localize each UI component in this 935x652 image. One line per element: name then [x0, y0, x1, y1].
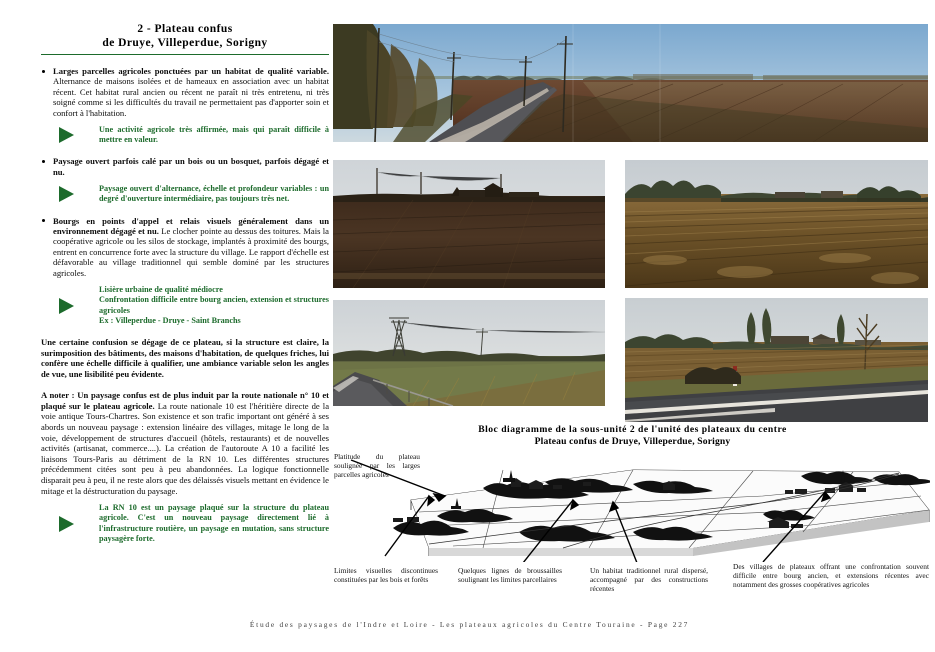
list-item [41, 66, 329, 118]
triangle-bullet-icon [59, 516, 74, 532]
bullet-lead: Larges parcelles agricoles ponctuées par un habitat de qualité variable. [53, 66, 329, 76]
caption-villages-plateaux: Des villages de plateaux offrant une confrontation souvent difficile entre bourg ancien, et extensions récentes avec notamment des grosses coopératives agricoles [733, 562, 929, 590]
panorama-photo-image [333, 24, 928, 142]
green-note-final [41, 503, 329, 544]
panorama-photo [333, 24, 928, 142]
photo-field-village-image [333, 160, 605, 288]
paragraph-a-noter-body: La route nationale 10 est l'héritière directe de la voie antique Tours-Chartres. Son existence et son trafic important ont généré à ses abords un nouveau paysage : extension linéaire des villages, mitage le long de la voie, développement de structures d'accueil (hôtels, restaurants) et de nouvelles activités (artisanat, commerce....). La création de l'autoroute A 10 a facilité les liaisons Tours-Paris au détriment de la RN 10. Les différentes structures précédemment citées sont peu à peu abandonnées. La logique fonctionnelle disparait peu à peu, il ne reste alors que des délaissés visuels mettant en évidence le mitage et la déstructuration du paysage. [41, 400, 330, 496]
left-text-column [41, 22, 329, 544]
list-item [41, 156, 329, 177]
title-divider [41, 54, 329, 55]
green-note-line-2: Confrontation difficile entre bourg ancien, extension et structures agricoles [99, 295, 329, 315]
caption-platitude-plateau: Platitude du plateau soulignée par les larges parcelles agricoles [334, 452, 420, 480]
caption-habitat-traditionnel: Un habitat traditionnel rural dispersé, accompagné par des constructions récentes [590, 566, 708, 594]
green-note-text: Une activité agricole très affirmée, mais qui paraît difficile à mettre en valeur. [99, 125, 329, 145]
green-note [41, 125, 329, 145]
bloc-diagramme-illustration [333, 452, 930, 562]
page-title-line1: 2 - Plateau confus [137, 23, 233, 35]
photo-field-village [333, 160, 605, 288]
green-note [41, 184, 329, 204]
triangle-bullet-icon [59, 186, 74, 202]
green-note [41, 285, 329, 326]
triangle-bullet-icon [59, 127, 74, 143]
page-title [41, 22, 329, 50]
paragraph-a-noter [41, 390, 329, 496]
triangle-bullet-icon [59, 298, 74, 314]
bullet-body: Le clocher pointe au dessus des toitures. Mais la coopérative agricole ou les silos de stockage, implantés à proximité des bourgs, entrent en concurrence forte avec la structure du village. Le rapport d'échelle est défavorable au village traditionnel qui semble dominé par les structures agricoles. [53, 226, 329, 278]
bullet-list [41, 66, 329, 326]
green-note-text: Paysage ouvert d'alternance, échelle et profondeur variables : un degré d'ouverture intermédiaire, pas toujours très net. [99, 184, 329, 204]
page-title-line2: de Druye, Villeperdue, Sorigny [102, 37, 268, 49]
photo-ploughed-parcel-image [625, 160, 928, 288]
green-note-line-1: Lisière urbaine de qualité médiocre [99, 285, 223, 295]
bullet-lead: Paysage ouvert parfois calé par un bois ou un bosquet, parfois dégagé et nu. [53, 156, 329, 177]
bloc-diagramme-drawing [333, 452, 930, 562]
caption-limites-visuelles: Limites visuelles discontinues constituées par les bois et forêts [334, 566, 438, 585]
list-item [41, 216, 329, 278]
photo-rn10-village [625, 298, 928, 422]
bullet-lead: Bourgs en points d'appel et relais visuels généralement dans un environnement dégagé et nu. [53, 215, 329, 237]
bloc-diagramme-title-line1: Bloc diagramme de la sous-unité 2 de l'unité des plateaux du centre [478, 424, 787, 435]
green-note-line-3: Ex : Villeperdue - Druye - Saint Branchs [99, 315, 241, 325]
photo-road-pylon-image [333, 300, 605, 406]
paragraph-summary: Une certaine confusion se dégage de ce plateau, si la structure est claire, la surimposition des bâtiments, des maisons d'habitation, de quelques friches, lui confère une échelle difficile à qualifier, une ambiance variable selon les angles de vue, une lisibilité peu évidente. [41, 336, 329, 379]
photo-road-pylon [333, 300, 605, 406]
page-footer: Étude des paysages de l'Indre et Loire - Les plateaux agricoles du Centre Touraine - Page 227 [249, 620, 690, 629]
paragraph-a-noter-lead: A noter : Un paysage confus est de plus induit par la route nationale n° 10 et plaqué sur le plateau agricole. [41, 390, 329, 411]
bullet-body: Alternance de maisons isolées et de hameaux en association avec un habitat récent. Cet habitat rural ancien ou récent ne paraît ni très entretenu, ni très soigné comme si les difficultés du travail ne permettaient pas d'apporter soin et confort à l'habitation. [53, 76, 329, 118]
bloc-diagramme-title [335, 424, 930, 449]
caption-broussailles: Quelques lignes de broussailles soulignant les limites parcellaires [458, 566, 562, 585]
green-note-text: La RN 10 est un paysage plaqué sur la structure du plateau agricole. C'est un nouveau paysage directement lié à l'infrastructure routière, un paysage en mutation, sans structure paysagère forte. [99, 503, 329, 543]
photo-rn10-village-image [625, 298, 928, 422]
photo-ploughed-parcel [625, 160, 928, 288]
bloc-diagramme-title-line2: Plateau confus de Druye, Villeperdue, Sorigny [534, 436, 731, 448]
